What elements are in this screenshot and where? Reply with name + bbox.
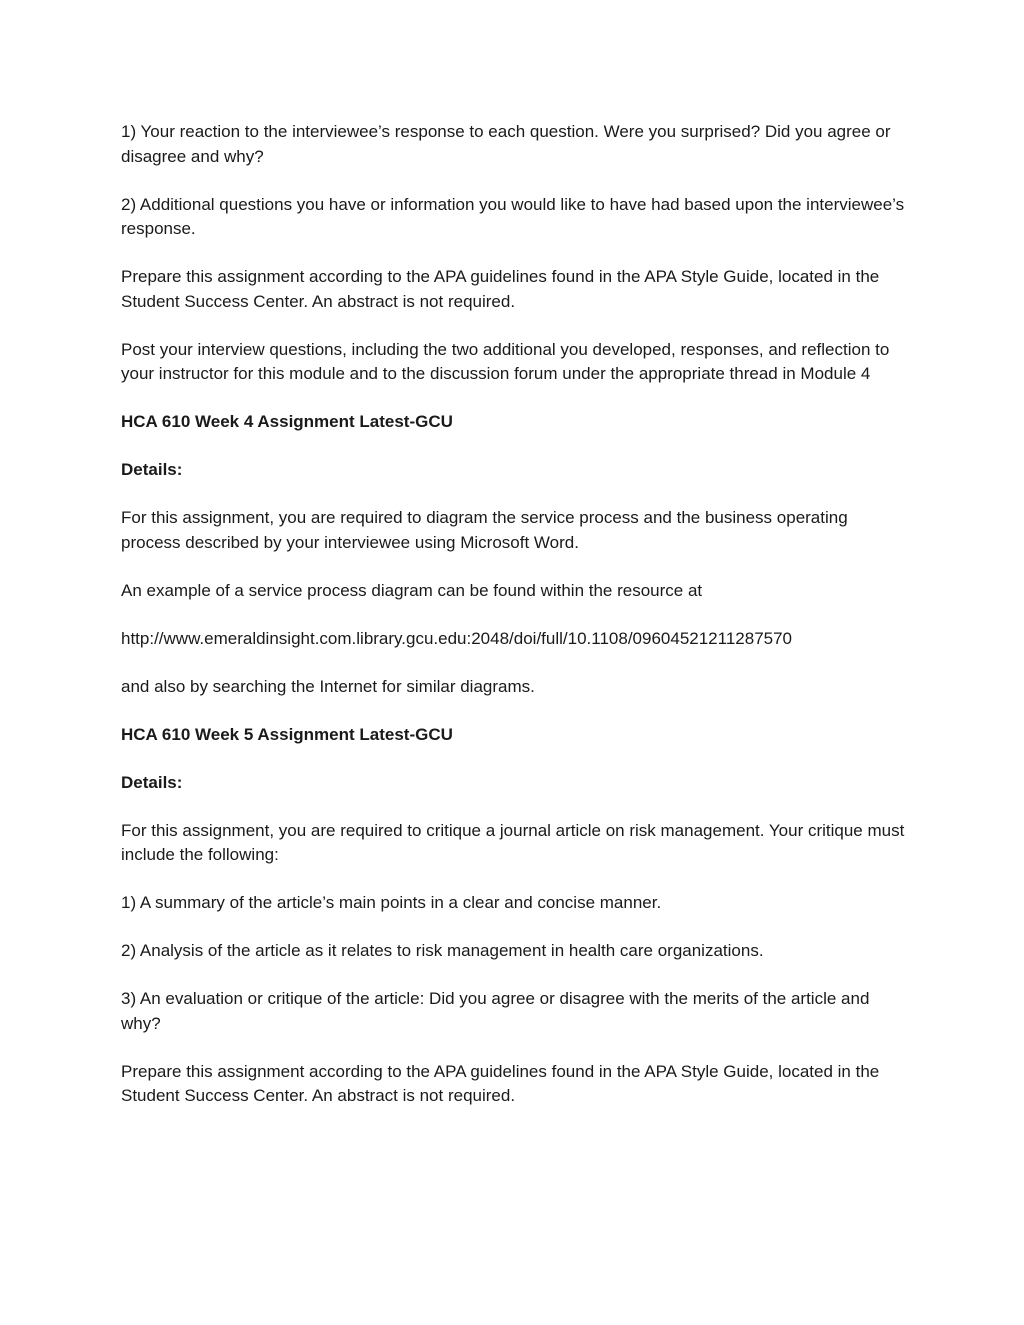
post-instructions-paragraph: Post your interview questions, including the two additional you developed, responses, and reflection to your instructor for this module and to the discussion forum under the appropriate thread in Module 4 — [121, 339, 890, 383]
week-4-details-heading: Details: — [121, 460, 183, 479]
reaction-item: 1) Your reaction to the interviewee’s response to each question. Were you surprised? Did you agree or disagree and why? — [121, 122, 891, 166]
apa-instructions-paragraph: Prepare this assignment according to the APA guidelines found in the APA Style Guide, located in the Student Success Center. An abstract is not required. — [121, 267, 880, 311]
apa-instructions-paragraph-2: Prepare this assignment according to the APA guidelines found in the APA Style Guide, located in the Student Success Center. An abstract is not required. — [121, 1061, 880, 1105]
example-diagram-paragraph: An example of a service process diagram can be found within the resource at — [121, 580, 703, 600]
week-5-assignment-paragraph: For this assignment, you are required to critique a journal article on risk management. Your critique must include the following: — [121, 820, 905, 864]
week-4-assignment-paragraph: For this assignment, you are required to diagram the service process and the business operating process described by your interviewee using Microsoft Word. — [121, 508, 848, 552]
week-4-heading: HCA 610 Week 4 Assignment Latest-GCU — [121, 412, 453, 431]
summary-item: 1) A summary of the article’s main points in a clear and concise manner. — [121, 893, 662, 912]
analysis-item: 2) Analysis of the article as it relates to risk management in health care organizations. — [121, 941, 764, 960]
search-internet-paragraph: and also by searching the Internet for similar diagrams. — [121, 676, 535, 696]
week-5-heading: HCA 610 Week 5 Assignment Latest-GCU — [121, 724, 453, 744]
resource-url: http://www.emeraldinsight.com.library.gcu.edu:2048/doi/full/10.1108/09604521211287570 — [121, 628, 793, 648]
week-5-details-heading: Details: — [121, 772, 183, 792]
additional-questions-item: 2) Additional questions you have or information you would like to have had based upon the interviewee’s response. — [121, 194, 905, 238]
evaluation-item: 3) An evaluation or critique of the article: Did you agree or disagree with the merits of the article and why? — [121, 989, 870, 1033]
document-body — [121, 120, 911, 1132]
